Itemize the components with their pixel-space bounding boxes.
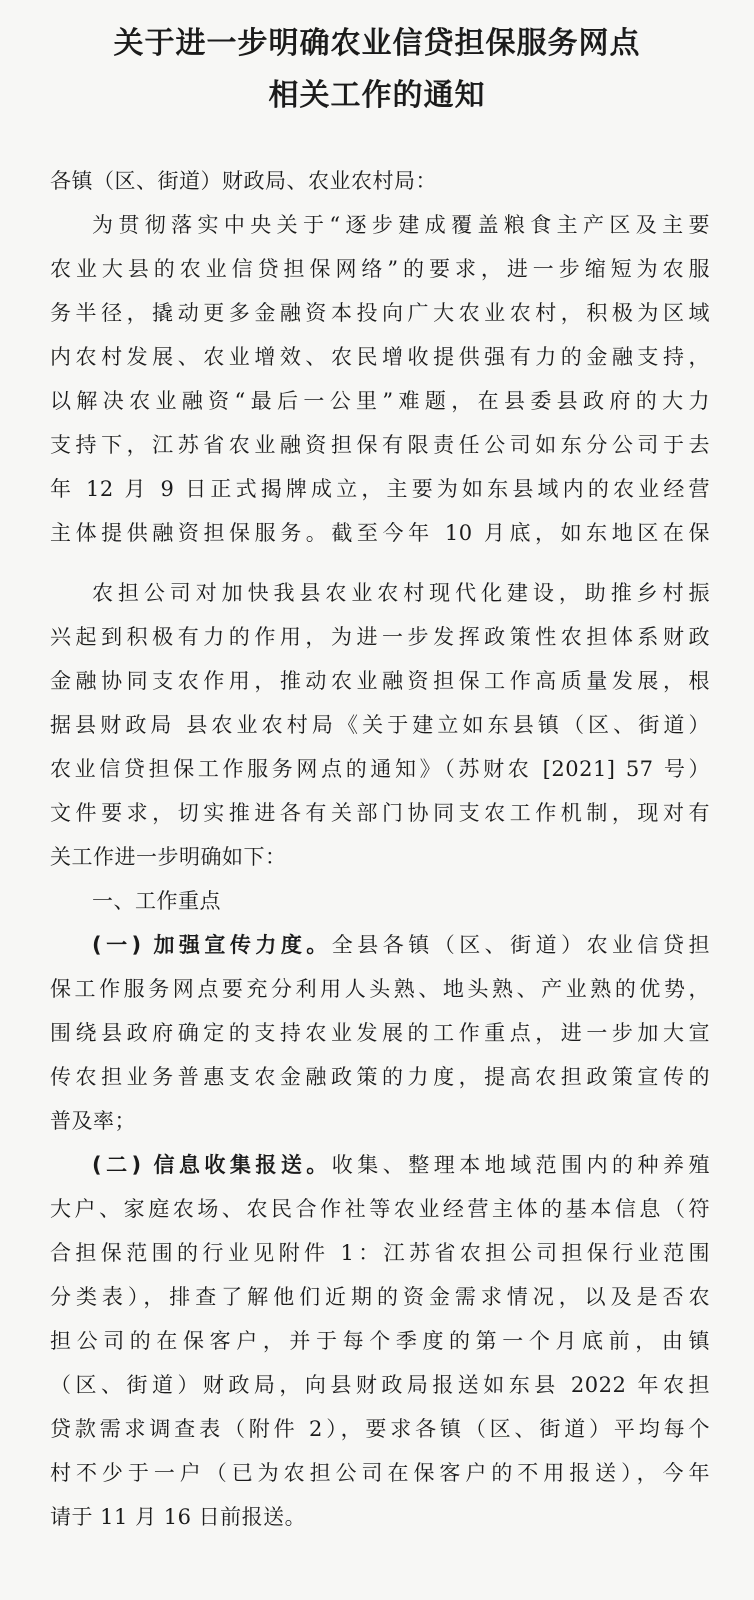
paragraph-1-line: 农业大县的农业信贷担保网络”的要求，进一步缩短为农服 — [50, 257, 710, 281]
item-2-line: 村不少于一户（已为农担公司在保客户的不用报送），今年 — [50, 1461, 710, 1485]
item-2-line: 合担保范围的行业见附件 1：江苏省农担公司担保行业范围 — [50, 1241, 710, 1265]
document-title-line-1: 关于进一步明确农业信贷担保服务网点 — [113, 26, 641, 61]
paragraph-1-line: 以解决农业融资“最后一公里”难题，在县委县政府的大力 — [50, 389, 710, 413]
paragraph-1-line: 内农村发展、农业增效、农民增收提供强有力的金融支持， — [50, 345, 710, 369]
paragraph-2-line: 农业信贷担保工作服务网点的通知》（苏财农 [2021] 57 号） — [50, 757, 710, 781]
paragraph-2-line: 农担公司对加快我县农业农村现代化建设，助推乡村振 — [92, 581, 710, 605]
paragraph-1-line: 年 12 月 9 日正式揭牌成立，主要为如东县域内的农业经营 — [50, 477, 710, 501]
item-1-lead: (一) 加强宣传力度。 — [92, 933, 332, 957]
salutation: 各镇（区、街道）财政局、农业农村局： — [50, 169, 437, 193]
item-2-line: 担公司的在保客户，并于每个季度的第一个月底前，由镇 — [50, 1329, 710, 1353]
paragraph-2-line: 兴起到积极有力的作用，为进一步发挥政策性农担体系财政 — [50, 625, 710, 649]
item-2-line: 大户、家庭农场、农民合作社等农业经营主体的基本信息（符 — [50, 1197, 710, 1221]
item-1-line: 传农担业务普惠支农金融政策的力度，提高农担政策宣传的 — [50, 1065, 710, 1089]
item-2-line: 分类表），排查了解他们近期的资金需求情况，以及是否农 — [50, 1285, 710, 1309]
item-2-line: 请于 11 月 16 日前报送。 — [50, 1505, 307, 1529]
item-2-text: 收集、整理本地域范围内的种养殖 — [331, 1153, 710, 1177]
item-2-first-line — [92, 1150, 710, 1180]
paragraph-2-line: 文件要求，切实推进各有关部门协同支农工作机制，现对有 — [50, 801, 710, 825]
paragraph-2-line: 金融协同支农作用，推动农业融资担保工作高质量发展，根 — [50, 669, 710, 693]
paragraph-2-line: 关工作进一步明确如下： — [50, 845, 287, 869]
paragraph-2-line: 据县财政局 县农业农村局《关于建立如东县镇（区、街道） — [50, 713, 710, 737]
document-title-line-2: 相关工作的通知 — [268, 78, 486, 113]
item-2-line: 贷款需求调查表（附件 2），要求各镇（区、街道）平均每个 — [50, 1417, 710, 1441]
item-2-line: （区、街道）财政局，向县财政局报送如东县 2022 年农担 — [50, 1373, 710, 1397]
section-heading: 一、工作重点 — [92, 889, 221, 913]
paragraph-1-line: 主体提供融资担保服务。截至今年 10 月底，如东地区在保 — [50, 521, 710, 545]
item-1-line: 保工作服务网点要充分利用人头熟、地头熟、产业熟的优势， — [50, 977, 710, 1001]
page-cut-gap — [0, 536, 754, 564]
item-1-first-line — [92, 930, 710, 960]
item-2-lead: (二) 信息收集报送。 — [92, 1153, 332, 1177]
paragraph-1-line: 支持下，江苏省农业融资担保有限责任公司如东分公司于去 — [50, 433, 710, 457]
item-1-line: 围绕县政府确定的支持农业发展的工作重点，进一步加大宣 — [50, 1021, 710, 1045]
item-1-line: 普及率； — [50, 1109, 136, 1133]
item-1-text: 全县各镇（区、街道）农业信贷担 — [331, 933, 710, 957]
paragraph-1-line: 务半径，撬动更多金融资本投向广大农业农村，积极为区域 — [50, 301, 710, 325]
paragraph-1-line: 为贯彻落实中央关于“逐步建成覆盖粮食主产区及主要 — [92, 213, 710, 237]
